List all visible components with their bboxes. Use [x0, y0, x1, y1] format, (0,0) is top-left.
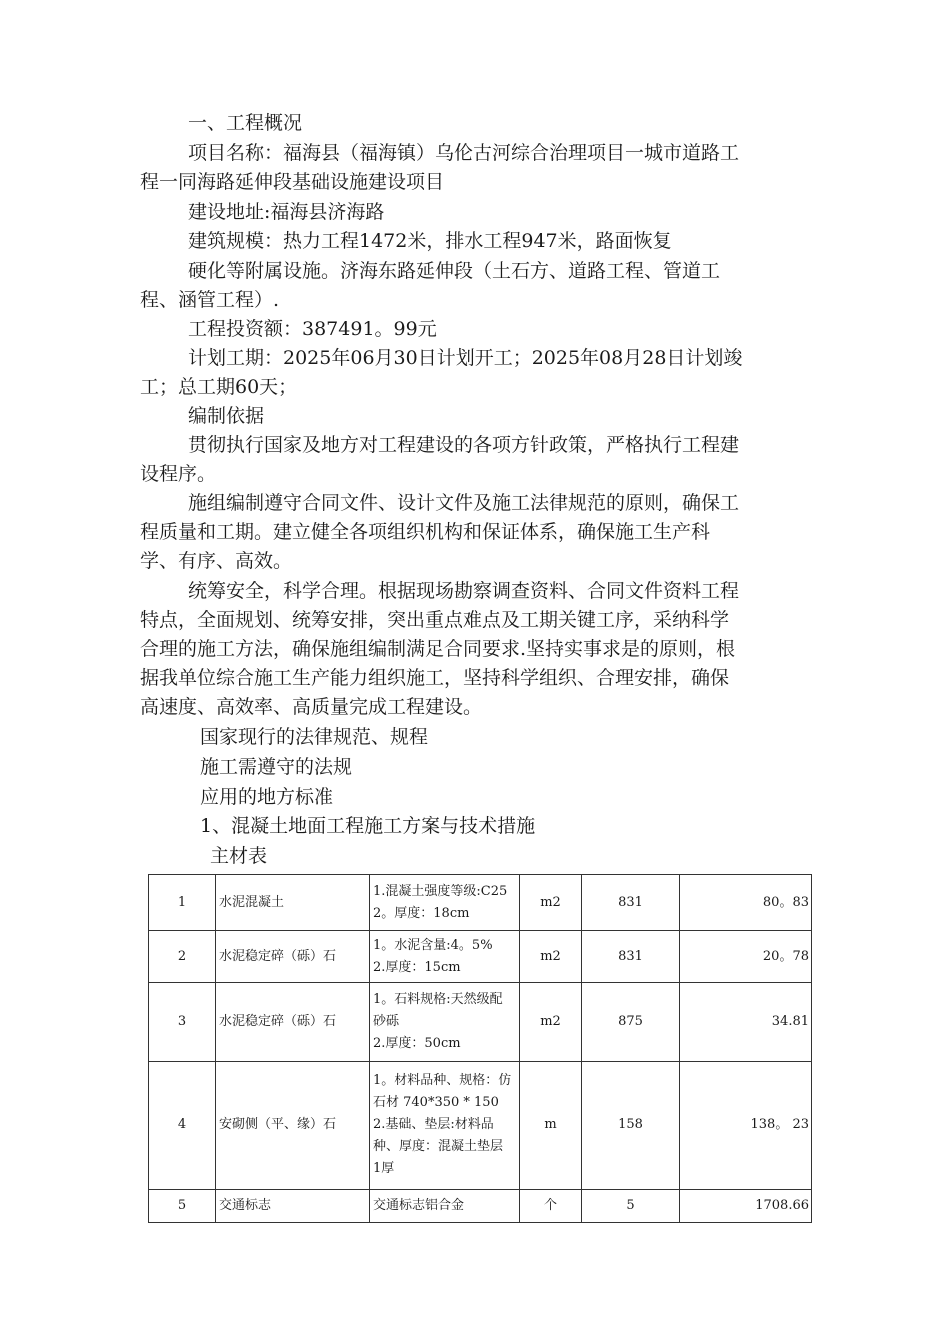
paragraph-line: 统筹安全，科学合理。根据现场勘察调查资料、合同文件资料工程 — [188, 580, 740, 602]
item-price: 20。78 — [680, 931, 812, 983]
row-number: 4 — [149, 1061, 216, 1189]
paragraph-line: 工程投资额：387491。99元 — [188, 318, 437, 340]
feature-line: 2.基础、垫层:材料品 — [373, 1117, 494, 1133]
table-row — [149, 983, 812, 1061]
item-quantity: 831 — [582, 931, 680, 983]
subheading: 1、混凝土地面工程施工方案与技术措施 — [200, 815, 536, 837]
item-price: 1708.66 — [680, 1189, 812, 1222]
paragraph-line: 贯彻执行国家及地方对工程建设的各项方针政策，严格执行工程建 — [188, 434, 740, 456]
item-name: 安砌侧（平、缘）石 — [216, 1061, 370, 1189]
item-features — [370, 1061, 520, 1189]
paragraph-line: 计划工期：2025年06月30日计划开工；2025年08月28日计划竣 — [188, 347, 743, 369]
feature-line: 2.厚度：15cm — [373, 959, 461, 975]
row-number: 3 — [149, 983, 216, 1061]
table-row — [149, 931, 812, 983]
materials-table — [148, 874, 812, 1223]
section-heading: 一、工程概况 — [188, 112, 303, 134]
paragraph-line: 程、涵管工程）. — [140, 289, 280, 311]
paragraph-line: 程一同海路延伸段基础设施建设项目 — [140, 171, 445, 193]
paragraph-line: 特点，全面规划、统筹安排，突出重点难点及工期关键工序，采纳科学 — [140, 609, 730, 631]
item-quantity: 875 — [582, 983, 680, 1061]
item-name: 水泥混凝土 — [216, 875, 370, 931]
subheading: 国家现行的法律规范、规程 — [200, 726, 429, 748]
row-number: 5 — [149, 1189, 216, 1222]
table-caption: 主材表 — [210, 845, 268, 867]
item-price: 34.81 — [680, 983, 812, 1061]
feature-line: 2.厚度：50cm — [373, 1035, 461, 1051]
item-features — [370, 931, 520, 983]
item-unit: m2 — [520, 983, 582, 1061]
paragraph-line: 合理的施工方法，确保施组编制满足合同要求.坚持实事求是的原则，根 — [140, 638, 736, 660]
feature-line: 石材 740*350 * 150 — [373, 1095, 499, 1111]
paragraph-line: 程质量和工期。建立健全各项组织机构和保证体系，确保施工生产科 — [140, 521, 711, 543]
row-number: 2 — [149, 931, 216, 983]
item-features — [370, 875, 520, 931]
table-row — [149, 875, 812, 931]
item-unit: m2 — [520, 875, 582, 931]
item-features — [370, 1189, 520, 1222]
feature-line: 种、厚度：混凝土垫层 — [373, 1139, 504, 1155]
feature-line: 1。石料规格:天然级配 — [373, 991, 503, 1007]
table-row — [149, 1189, 812, 1222]
feature-line: 1。水泥含量:4。5% — [373, 937, 493, 953]
paragraph-line: 设程序。 — [140, 463, 217, 485]
paragraph-line: 学、有序、高效。 — [140, 550, 293, 572]
feature-line: 2。厚度：18cm — [373, 905, 470, 921]
paragraph-line: 建筑规模：热力工程1472米，排水工程947米，路面恢复 — [188, 230, 672, 252]
item-quantity: 5 — [582, 1189, 680, 1222]
feature-line: 交通标志铝合金 — [373, 1197, 465, 1213]
item-unit: 个 — [520, 1189, 582, 1222]
subheading: 施工需遵守的法规 — [200, 756, 353, 778]
item-price: 80。83 — [680, 875, 812, 931]
item-quantity: 158 — [582, 1061, 680, 1189]
item-price: 138。 23 — [680, 1061, 812, 1189]
section-heading: 编制依据 — [188, 405, 265, 427]
table-row — [149, 1061, 812, 1189]
item-name: 水泥稳定碎（砾）石 — [216, 931, 370, 983]
feature-line: 1.混凝土强度等级:C25 — [373, 883, 508, 899]
paragraph-line: 高速度、高效率、高质量完成工程建设。 — [140, 696, 483, 718]
paragraph-line: 据我单位综合施工生产能力组织施工，坚持科学组织、合理安排，确保 — [140, 667, 730, 689]
paragraph-line: 项目名称：福海县（福海镇）乌伦古河综合治理项目一城市道路工 — [188, 142, 740, 164]
paragraph-line: 施组编制遵守合同文件、设计文件及施工法律规范的原则，确保工 — [188, 492, 740, 514]
feature-line: 1。材料品种、规格：仿 — [373, 1073, 512, 1089]
paragraph-line: 硬化等附属设施。济海东路延伸段（土石方、道路工程、管道工 — [188, 260, 721, 282]
item-name: 交通标志 — [216, 1189, 370, 1222]
item-quantity: 831 — [582, 875, 680, 931]
feature-line: 1厚 — [373, 1161, 395, 1177]
feature-line: 砂砾 — [373, 1013, 400, 1029]
item-name: 水泥稳定碎（砾）石 — [216, 983, 370, 1061]
item-unit: m2 — [520, 931, 582, 983]
item-features — [370, 983, 520, 1061]
paragraph-line: 工；总工期60天； — [140, 376, 298, 398]
row-number: 1 — [149, 875, 216, 931]
item-unit: m — [520, 1061, 582, 1189]
subheading: 应用的地方标准 — [200, 786, 334, 808]
paragraph-line: 建设地址:福海县济海路 — [188, 201, 385, 223]
